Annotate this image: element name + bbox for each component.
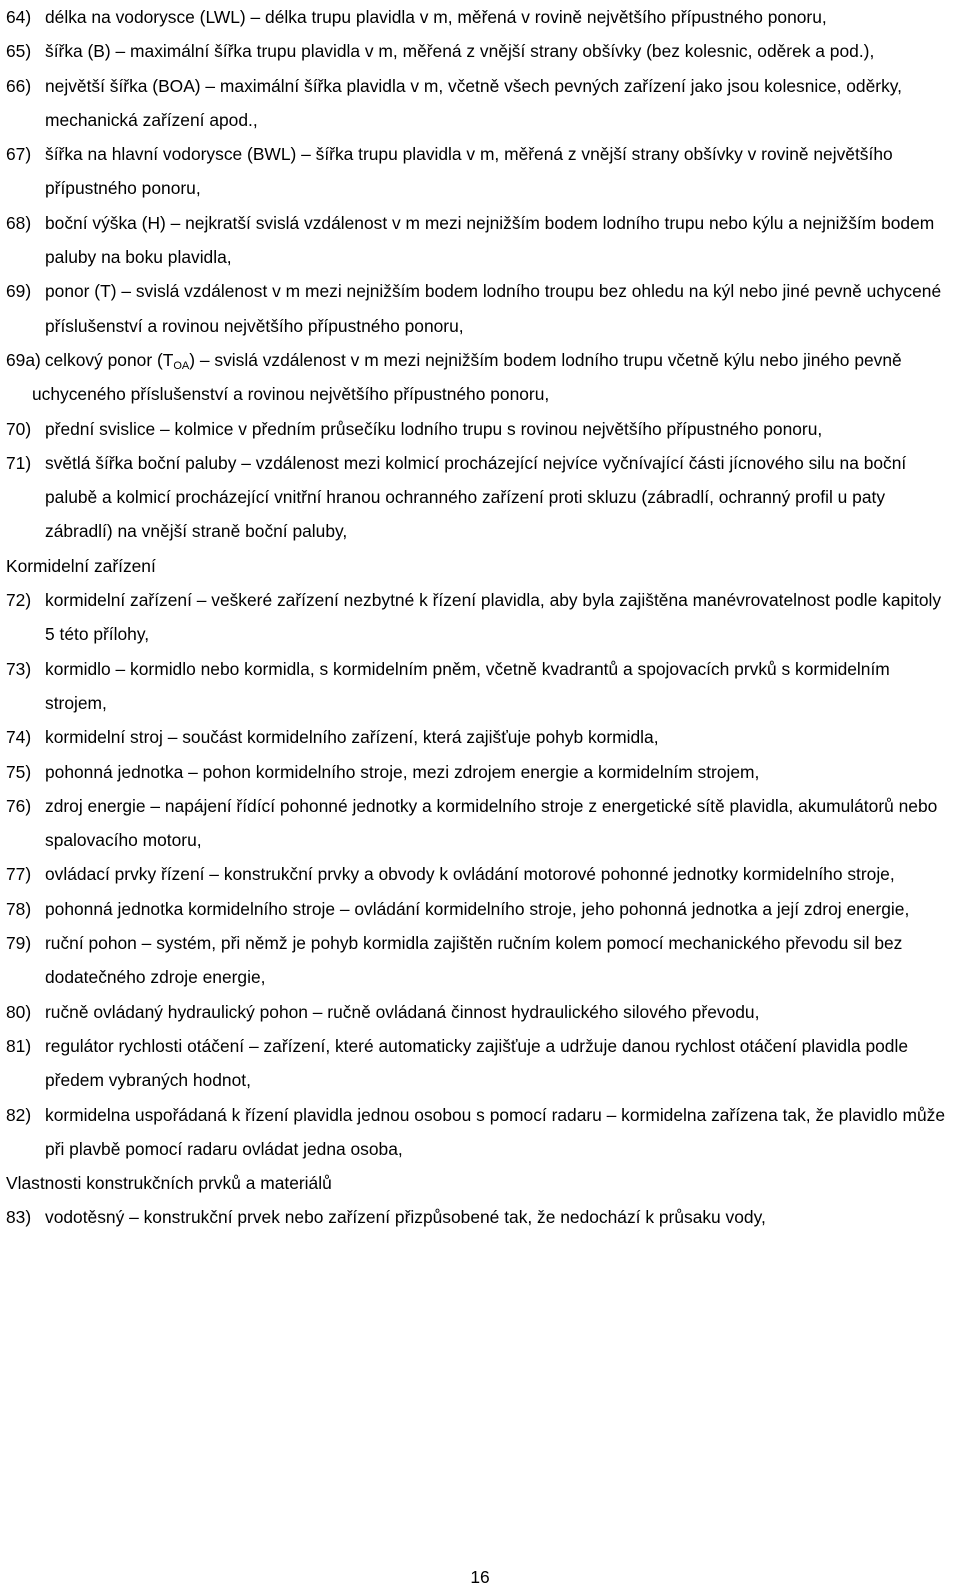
item-text-after: ) – svislá vzdálenost v m mezi nejnižším bodem lodního trupu včetně kýlu nebo jiného pevně uchyceného příslušenství a rovinou největšího přípustného ponoru, xyxy=(32,349,902,405)
section-heading-materials: Vlastnosti konstrukčních prvků a materiálů xyxy=(6,1173,332,1194)
definition-item xyxy=(6,1029,952,1098)
definition-item xyxy=(6,137,952,206)
definition-list xyxy=(6,1200,952,1234)
item-number: 74) xyxy=(6,727,32,748)
page-number: 16 xyxy=(470,1567,490,1587)
item-text: světlá šířka boční paluby – vzdálenost mezi kolmicí procházející nejvíce vyčnívající části jícnového silu na boční palubě a kolmicí procházející vnitřní hranou ochranného zařízení proti skluzu (zábradlí, ochranný profil u paty zábradlí) na vnější straně boční paluby, xyxy=(45,452,907,542)
definition-item xyxy=(6,446,952,549)
definition-item xyxy=(6,583,952,652)
definition-item xyxy=(6,206,952,275)
item-text: největší šířka (BOA) – maximální šířka plavidla v m, včetně všech pevných zařízení jako jsou kolesnice, oděrky, mechanická zařízení apod., xyxy=(45,75,902,130)
item-number: 76) xyxy=(6,795,32,816)
item-text: šířka (B) – maximální šířka trupu plavidla v m, měřená z vnější strany obšívky (bez kolesnic, oděrek a pod.), xyxy=(45,41,875,62)
definition-item xyxy=(6,412,952,446)
definition-item xyxy=(6,720,952,754)
item-text-before: celkový ponor (T xyxy=(44,349,174,370)
item-text: boční výška (H) – nejkratší svislá vzdálenost v m mezi nejnižším bodem lodního trupu nebo kýlu a nejnižším bodem paluby na boku plavidla, xyxy=(45,212,935,268)
item-number: 81) xyxy=(6,1035,32,1056)
item-text: ovládací prvky řízení – konstrukční prvky a obvody k ovládání motorové pohonné jednotky kormidelního stroje, xyxy=(45,864,895,885)
item-number: 68) xyxy=(6,212,32,233)
item-number: 71) xyxy=(6,452,32,473)
definition-item xyxy=(6,995,952,1029)
item-text: délka na vodoryscе (LWL) – délka trupu plavidla v m, měřená v rovině největšího přípustného ponoru, xyxy=(45,7,827,27)
definition-item xyxy=(6,892,952,926)
item-text: pohonná jednotka – pohon kormidelního stroje, mezi zdrojem energie a kormidelním strojem, xyxy=(45,761,760,782)
item-text: šířka na hlavní vodorysce (BWL) – šířka trupu plavidla v m, měřená z vnější strany obšívky v rovině největšího přípustného ponoru, xyxy=(45,144,893,199)
item-text: přední svislice – kolmice v předním průsečíku lodního trupu s rovinou největšího přípustného ponoru, xyxy=(45,418,823,439)
definition-item xyxy=(6,274,952,343)
definition-list xyxy=(6,583,952,1166)
item-text: ruční pohon – systém, při němž je pohyb kormidla zajištěn ručním kolem pomocí mechanického převodu sil bez dodatečného zdroje energie, xyxy=(45,933,903,988)
item-number: 65) xyxy=(6,41,32,62)
item-text: kormidelna uspořádaná k řízení plavidla jednou osobou s pomocí radaru – kormidelna zařízena tak, že plavidlo může při plavbě pomocí radaru ovládat jedna osoba, xyxy=(45,1104,945,1159)
definition-item xyxy=(6,789,952,858)
item-number: 69) xyxy=(6,281,32,302)
definition-item xyxy=(6,34,952,68)
definition-item xyxy=(6,755,952,789)
definition-list xyxy=(6,412,952,549)
item-text: regulátor rychlosti otáčení – zařízení, které automaticky zajišťuje a udržuje danou rychlost otáčení plavidla podle předem vybraných hodnot, xyxy=(45,1035,908,1091)
subscript-oa: OA xyxy=(173,359,190,372)
definition-item xyxy=(6,1200,952,1234)
definition-item xyxy=(6,1098,952,1167)
item-number: 69a) xyxy=(6,349,41,370)
definition-item xyxy=(6,857,952,891)
section-heading-steering: Kormidelní zařízení xyxy=(6,555,156,576)
item-text: kormidlo – kormidlo nebo kormidla, s kormidelním pněm, včetně kvadrantů a spojovacích prvků s kormidelním strojem, xyxy=(45,658,890,713)
item-text: pohonná jednotka kormidelního stroje – ovládání kormidelního stroje, jeho pohonná jednotka a její zdroj energie, xyxy=(45,898,910,919)
definition-item xyxy=(6,652,952,721)
item-number: 66) xyxy=(6,75,32,96)
item-number: 83) xyxy=(6,1207,32,1228)
item-number: 73) xyxy=(6,658,32,679)
item-number: 64) xyxy=(6,7,32,27)
definition-item xyxy=(6,0,952,34)
definition-item xyxy=(6,926,952,995)
item-number: 79) xyxy=(6,933,32,954)
item-number: 77) xyxy=(6,864,32,885)
definition-list xyxy=(6,0,952,343)
item-number: 67) xyxy=(6,144,32,165)
definition-item-69a xyxy=(6,343,952,412)
item-text: zdroj energie – napájení řídící pohonné jednotky a kormidelního stroje z energetické sítě plavidla, akumulátorů nebo spalovacího motoru, xyxy=(45,795,938,851)
item-text: ručně ovládaný hydraulický pohon – ručně ovládaná činnost hydraulického silového převodu, xyxy=(45,1001,760,1022)
item-number: 72) xyxy=(6,590,32,611)
item-number: 70) xyxy=(6,418,32,439)
definition-item xyxy=(6,69,952,138)
item-text: kormidelní zařízení – veškeré zařízení nezbytné k řízení plavidla, aby byla zajištěna manévrovatelnost podle kapitoly 5 této přílohy, xyxy=(45,590,942,645)
item-number: 82) xyxy=(6,1104,32,1125)
item-text: vodotěsný – konstrukční prvek nebo zařízení přizpůsobené tak, že nedochází k průsaku vody, xyxy=(45,1207,766,1228)
item-number: 75) xyxy=(6,761,32,782)
item-text: kormidelní stroj – součást kormidelního zařízení, která zajišťuje pohyb kormidla, xyxy=(45,727,659,748)
item-number: 78) xyxy=(6,898,32,919)
item-text: ponor (T) – svislá vzdálenost v m mezi nejnižším bodem lodního troupu bez ohledu na kýl nebo jiné pevně uchycené příslušenství a rovinou největšího přípustného ponoru, xyxy=(45,281,942,336)
item-number: 80) xyxy=(6,1001,32,1022)
